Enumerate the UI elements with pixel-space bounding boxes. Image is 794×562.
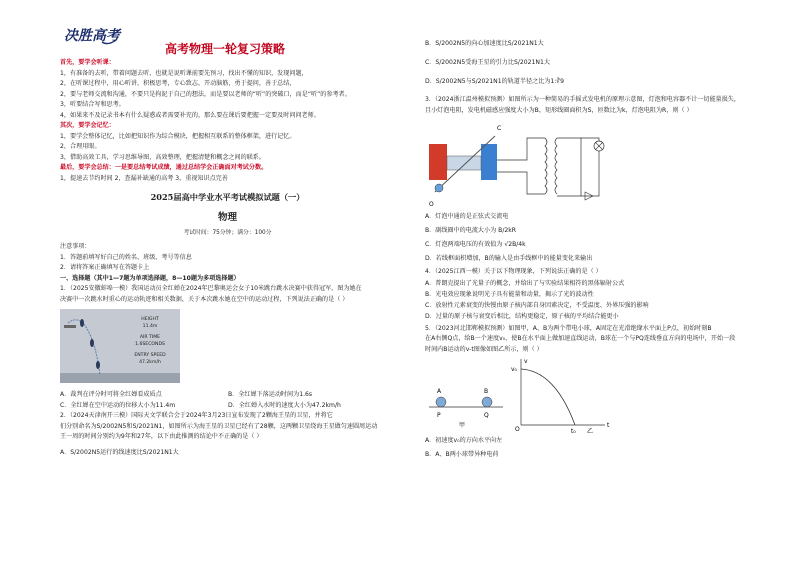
axis-label-v: v	[524, 358, 528, 365]
q2-option-d: D．S/2002N5与S/2021N1的轨道半径之比为1:∛9	[425, 78, 565, 85]
strategy-line: 3，借助高效工具，学习思维导图，高效整理，把握清楚和概念之间的联系。	[60, 153, 265, 161]
question-5-text: 在A右侧Q点，给B一个速度v₀，使B在水平面上做加速直线运动，B球在一个与PQ连线垂直方向的电场中，开始一段	[425, 335, 736, 342]
note-item: 1．答题前填写好自己的姓名、班级、考号等信息	[60, 253, 192, 261]
fig-label-p: P	[437, 412, 441, 419]
strategy-line: 4，如果来不及记录书本有什么疑惑或者需要补充的，那么要在课后要把握一定要及时问问老师。	[60, 111, 320, 119]
strategy-line: 首先，要学会听课：	[60, 59, 115, 66]
question-5-text: 时间内B运动的v-t图像如图乙所示，则（ ）	[425, 345, 543, 353]
strategy-line: 2，在听课过程中，用心听讲，积极思考，专心致志，开动脑筋，勇于提问，善于总结，	[60, 80, 296, 87]
section-heading: 一、选择题（其中1—7题为单项选择题，8—10题为多项选择题）	[60, 274, 240, 282]
doc-title: 高考物理一轮复习策略	[165, 42, 286, 56]
q1-options-row	[60, 400, 395, 411]
question-2-text: 2．（2024天津南开三模）国际天文学联合会于2024年3月23日宣布发现了2颗海王星的卫星，并将它	[60, 412, 333, 419]
generator-circuit-figure	[425, 116, 625, 211]
axis-label-t: t	[607, 422, 610, 429]
q1-option-a: A．裁判在评分时可将全红婵看成质点	[60, 391, 162, 398]
fig-label-c: C	[497, 125, 502, 132]
q3-option-c: C．灯泡两端电压的有效值为 √2B/4k	[425, 241, 526, 248]
notes-title: 注意事项：	[60, 243, 91, 250]
question-3-text: 且小灯泡电阻，发电机磁感应强度大小为B，矩形线圈面积为S，匝数比为k，灯泡电阻为R，则（ ）	[425, 106, 693, 114]
question-5-text: 5．（2023河北邯郸模拟预测）如图甲，A、B为两个带电小球，A固定在光滑绝缘水平面上P点，初始时刻B	[425, 324, 712, 332]
brand-logo	[62, 20, 124, 50]
photo-label-speed: ENTRY SPEED	[134, 353, 166, 358]
q1-options-row	[60, 389, 395, 400]
axis-label-t0: t₀	[571, 428, 576, 435]
diving-photo	[60, 309, 180, 383]
q5-option-b: B．A、B两小球带异种电荷	[425, 451, 499, 458]
strategy-line: 3，听要结合写和思考。	[60, 101, 125, 108]
question-1-text: 决赛中一次跳水时重心的运动轨迹和相关数据，关于本次跳水她在空中的运动过程，下列说法正确的是（ ）	[60, 295, 349, 303]
photo-value-airtime: 1.6SECONDS	[135, 342, 165, 347]
strategy-section	[60, 58, 395, 184]
fig-label-q: Q	[484, 412, 489, 419]
question-4-text: 4．（2025江西一模）关于以下物理现象，下列说法正确的是（ ）	[425, 268, 602, 275]
strategy-line: 其次，要学会记忆：	[60, 122, 115, 129]
q2-option-b: B．S/2002N5的向心加速度比S/2021N1大	[425, 40, 544, 47]
charged-balls-figure	[425, 355, 625, 435]
strategy-line: 1，有准备的去听，带着问题去听，也就是说听课前要先预习，找出不懂的知识，发现问题，	[60, 69, 308, 77]
q4-option-d: D．过量的原子核与衰变后相比，结构更稳定，原子核的平均结合能更小	[425, 312, 619, 320]
q4-option-c: C．放射性元素衰变的快慢由原子核内部自身因素决定，不受温度、外界压强的影响	[425, 301, 649, 309]
photo-value-height: 11.4m	[142, 324, 158, 329]
logo-text: 决胜高考	[64, 28, 120, 44]
strategy-line: 1，要学会整体记忆，比如把知识作为综合模块，把握相互联系的整体框架，进行记忆。	[60, 132, 296, 140]
q3-option-d: D．若线框面积增加，B的输入是由手线框中的能量变化来输出	[425, 255, 593, 262]
strategy-line: 最后，要学会总结：一是要总结考试成绩，通过总结学会正确面对考试分数。	[60, 164, 268, 171]
exam-title: 2025届高中学业水平考试模拟试题（一）	[150, 192, 305, 202]
axis-label-origin: O	[515, 426, 520, 433]
fig-label-b: B	[484, 388, 489, 395]
fig-label-yi: 乙	[587, 428, 594, 435]
q4-option-b: B．光电效应现象说明光子具有能量和动量，揭示了光的波动性	[425, 290, 594, 298]
q1-option-b: B．全红婵下落运动时间为1.6s	[228, 391, 313, 398]
left-column	[60, 58, 395, 458]
q3-option-a: A．灯泡中通的是正弦式交流电	[425, 213, 509, 220]
right-column	[425, 38, 765, 460]
question-2-text: 王一周的时间分别约为9年和27年，以下由此推测的结论中不正确的是（ ）	[60, 433, 263, 440]
strategy-line: 2，合理用眼。	[60, 143, 101, 150]
q1-option-c: C．全红婵在空中运动的位移大小为11.4m	[60, 402, 176, 409]
exam-meta: 考试时间：75分钟；满分：100分	[183, 230, 272, 236]
axis-label-v0: v₀	[511, 366, 517, 373]
fig-label-o: O	[429, 201, 434, 208]
exam-subject: 物理	[217, 212, 237, 223]
strategy-line: 2，要与老师交流和沟通，不要只是拘泥于自己的想法，而是要以老师的“听”的突破口，而是“听”的参考者。	[60, 90, 351, 98]
question-2-text: 们分别命名为S/2002N5和S/2021N1，如图所示为海王星的卫星已经有了28颗，这两颗卫星绕海王星做匀速圆周运动	[60, 422, 378, 430]
photo-label-height: HEIGHT	[141, 317, 159, 322]
photo-value-speed: 47.2km/h	[139, 360, 161, 365]
photo-label-airtime: AIR TIME	[139, 335, 161, 340]
q2-option-c: C．S/2002N5受海王星的引力比S/2021N1大	[425, 59, 550, 66]
fig-label-a: A	[437, 388, 442, 395]
q4-option-a: A．普朗克提出了光量子的概念，并给出了与实验结果相符的黑体辐射公式	[425, 279, 625, 287]
q5-option-a: A．初速度v₀的方向水平向左	[425, 437, 503, 444]
question-3-text: 3．（2024浙江温州模拟预测）如图所示为一种简易的手摇式发电机的原理示意图，灯泡和电容器不计一切能量损失，	[425, 96, 740, 103]
question-1-text: 1．（2025安徽蚌埠一模）我国运动员全红婵在2024年巴黎奥运会女子10米跳台跳水决赛中获得冠军，图为她在	[60, 285, 362, 292]
q2-option-a: A．S/2002N5运行的线速度比S/2021N1大	[60, 448, 179, 456]
fig-label-jia: 甲	[459, 422, 466, 429]
q1-option-d: D．全红婵入水时的速度大小为47.2km/h	[228, 402, 341, 409]
q3-option-b: B．副线圈中的电流大小为 B/2kR	[425, 227, 517, 234]
note-item: 2．请将答案正确填写在答题卡上	[60, 264, 150, 271]
strategy-line: 1，提速去节约时间 2，查漏补缺通的高考 3，重视知识点完善	[60, 174, 228, 182]
